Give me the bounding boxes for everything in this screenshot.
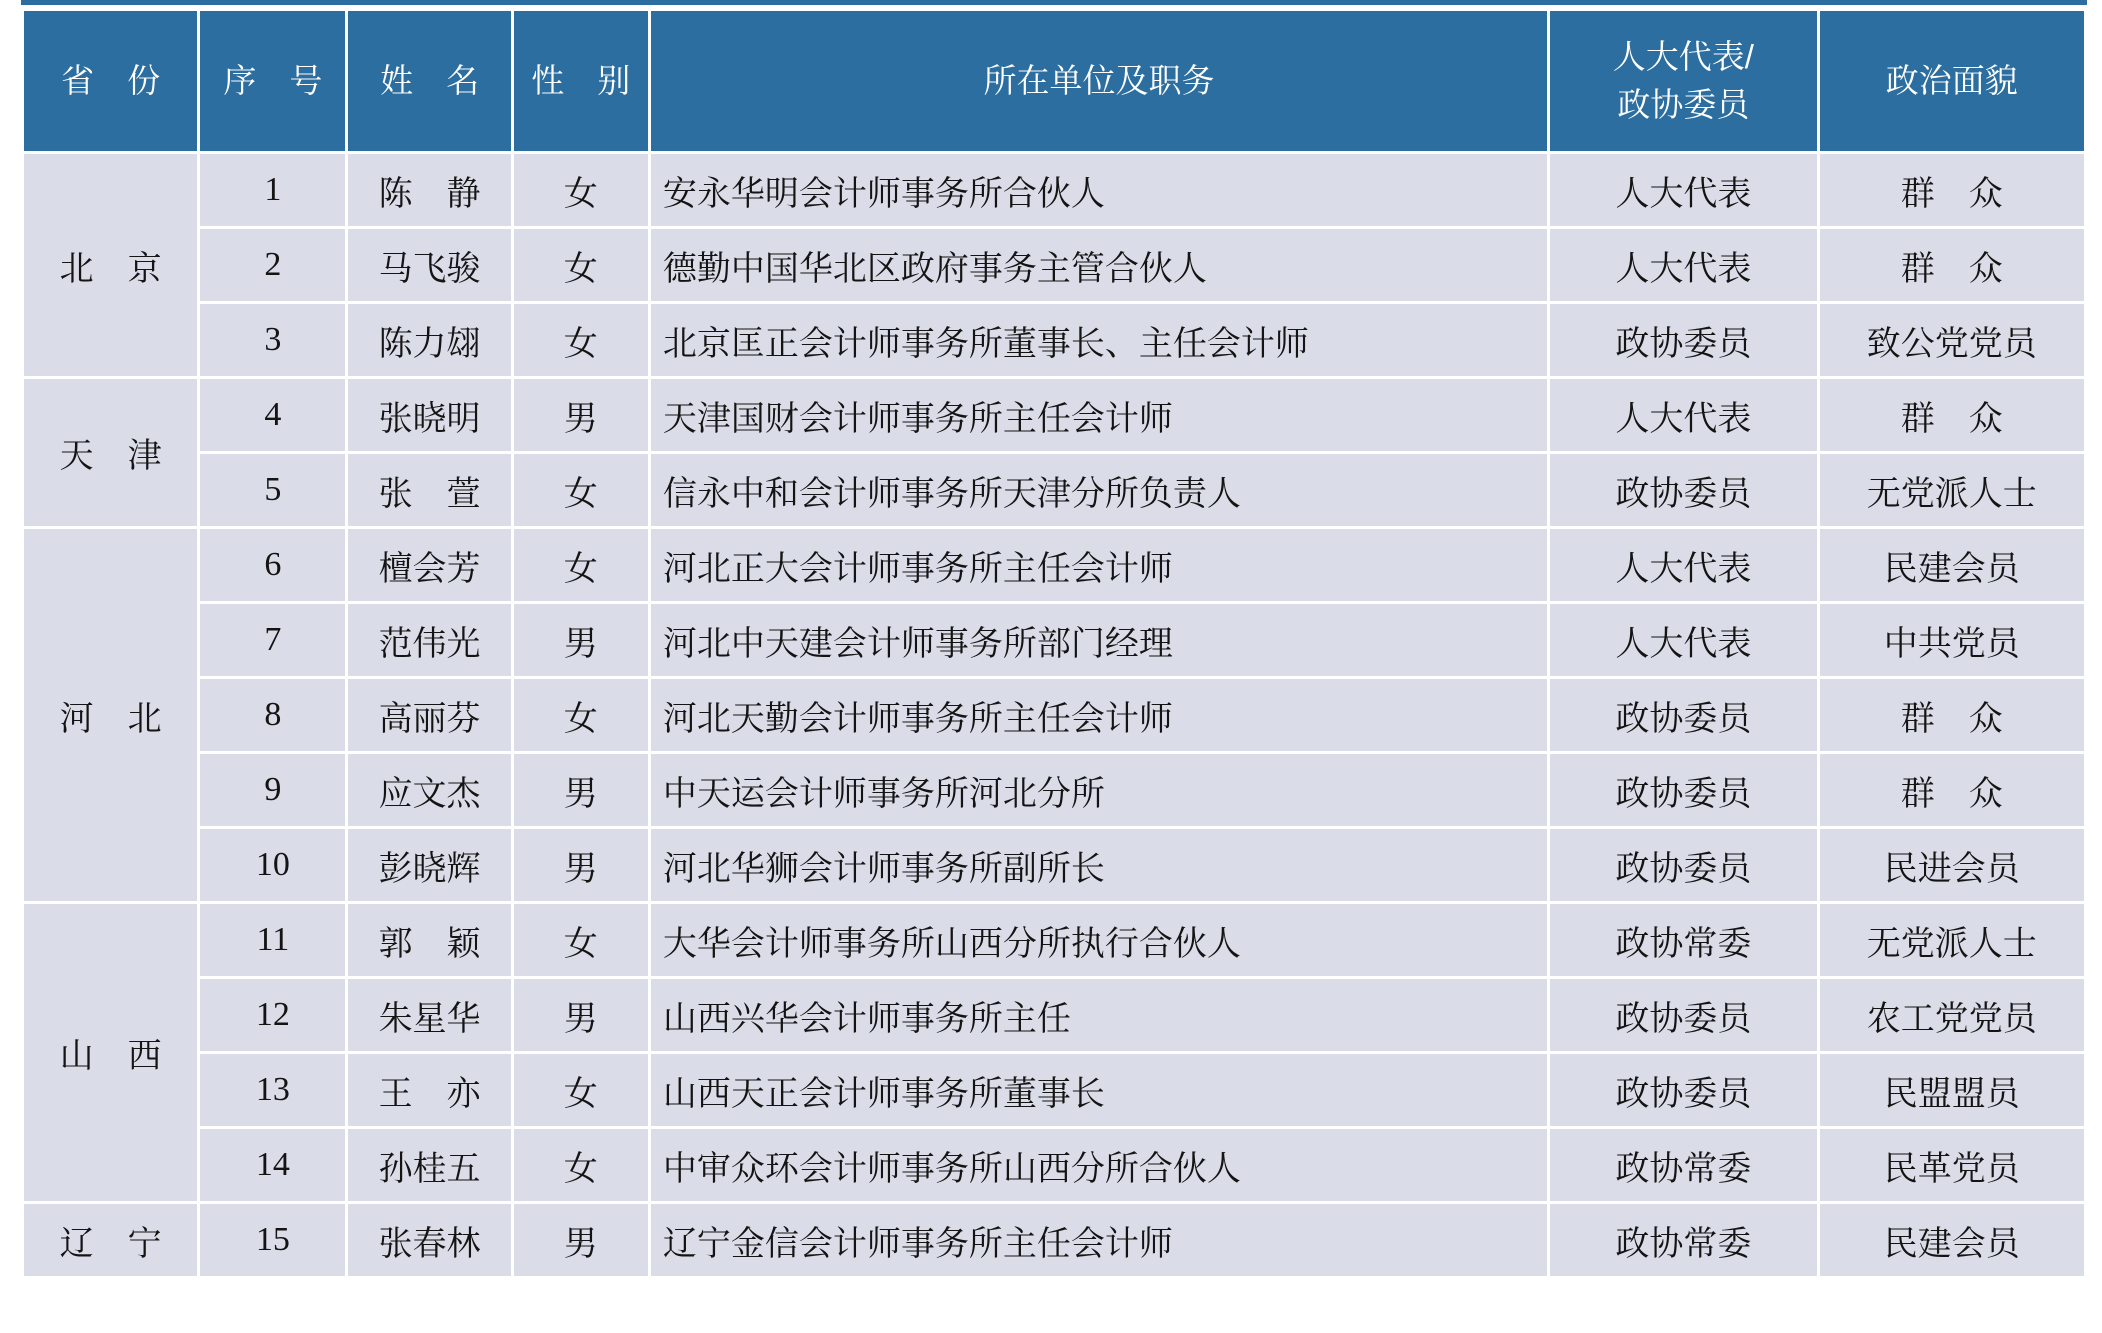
affiliation-cell: 群 众 [1820, 154, 2084, 226]
no-cell: 13 [200, 1054, 345, 1126]
province-cell: 北 京 [24, 154, 197, 376]
gender-cell: 女 [514, 529, 648, 601]
unit-cell: 大华会计师事务所山西分所执行合伙人 [651, 904, 1547, 976]
no-cell: 7 [200, 604, 345, 676]
name-cell: 应文杰 [348, 754, 510, 826]
affiliation-cell: 中共党员 [1820, 604, 2084, 676]
table-row [24, 304, 2084, 376]
gender-cell: 男 [514, 604, 648, 676]
gender-cell: 女 [514, 1054, 648, 1126]
header-affiliation: 政治面貌 [1820, 11, 2084, 151]
table-row [24, 454, 2084, 526]
name-cell: 张晓明 [348, 379, 510, 451]
province-cell: 山 西 [24, 904, 197, 1201]
unit-cell: 天津国财会计师事务所主任会计师 [651, 379, 1547, 451]
gender-cell: 男 [514, 379, 648, 451]
table-row [24, 229, 2084, 301]
table-row [24, 529, 2084, 601]
affiliation-cell: 民革党员 [1820, 1129, 2084, 1201]
gender-cell: 女 [514, 679, 648, 751]
no-cell: 6 [200, 529, 345, 601]
name-cell: 张 萱 [348, 454, 510, 526]
gender-cell: 女 [514, 1129, 648, 1201]
role-cell: 政协委员 [1550, 454, 1816, 526]
header-row [24, 11, 2084, 151]
name-cell: 陈 静 [348, 154, 510, 226]
gender-cell: 女 [514, 454, 648, 526]
unit-cell: 山西兴华会计师事务所主任 [651, 979, 1547, 1051]
no-cell: 12 [200, 979, 345, 1051]
no-cell: 2 [200, 229, 345, 301]
unit-cell: 信永中和会计师事务所天津分所负责人 [651, 454, 1547, 526]
top-accent-strip [21, 0, 2087, 5]
name-cell: 郭 颖 [348, 904, 510, 976]
role-cell: 人大代表 [1550, 229, 1816, 301]
role-cell: 政协常委 [1550, 1204, 1816, 1276]
header-name: 姓 名 [348, 11, 510, 151]
role-cell: 人大代表 [1550, 529, 1816, 601]
affiliation-cell: 无党派人士 [1820, 904, 2084, 976]
affiliation-cell: 民盟盟员 [1820, 1054, 2084, 1126]
table-row [24, 904, 2084, 976]
unit-cell: 山西天正会计师事务所董事长 [651, 1054, 1547, 1126]
gender-cell: 女 [514, 904, 648, 976]
name-cell: 马飞骏 [348, 229, 510, 301]
no-cell: 14 [200, 1129, 345, 1201]
province-cell: 河 北 [24, 529, 197, 901]
role-cell: 人大代表 [1550, 154, 1816, 226]
table-row [24, 1129, 2084, 1201]
affiliation-cell: 群 众 [1820, 379, 2084, 451]
role-cell: 政协常委 [1550, 904, 1816, 976]
table-row [24, 379, 2084, 451]
unit-cell: 辽宁金信会计师事务所主任会计师 [651, 1204, 1547, 1276]
unit-cell: 中审众环会计师事务所山西分所合伙人 [651, 1129, 1547, 1201]
name-cell: 张春林 [348, 1204, 510, 1276]
role-cell: 政协委员 [1550, 679, 1816, 751]
table-row [24, 1204, 2084, 1276]
no-cell: 3 [200, 304, 345, 376]
affiliation-cell: 民建会员 [1820, 1204, 2084, 1276]
unit-cell: 安永华明会计师事务所合伙人 [651, 154, 1547, 226]
unit-cell: 河北正大会计师事务所主任会计师 [651, 529, 1547, 601]
role-cell: 政协委员 [1550, 829, 1816, 901]
header-role-line1: 人大代表/ [1612, 38, 1754, 76]
table-row [24, 679, 2084, 751]
role-cell: 人大代表 [1550, 604, 1816, 676]
role-cell: 政协委员 [1550, 754, 1816, 826]
table-row [24, 1054, 2084, 1126]
name-cell: 檀会芳 [348, 529, 510, 601]
name-cell: 范伟光 [348, 604, 510, 676]
gender-cell: 男 [514, 979, 648, 1051]
role-cell: 政协委员 [1550, 979, 1816, 1051]
gender-cell: 男 [514, 829, 648, 901]
table-row [24, 604, 2084, 676]
affiliation-cell: 民建会员 [1820, 529, 2084, 601]
gender-cell: 女 [514, 229, 648, 301]
name-cell: 彭晓辉 [348, 829, 510, 901]
name-cell: 王 亦 [348, 1054, 510, 1126]
no-cell: 4 [200, 379, 345, 451]
name-cell: 陈力翃 [348, 304, 510, 376]
province-cell: 辽 宁 [24, 1204, 197, 1276]
unit-cell: 北京匡正会计师事务所董事长、主任会计师 [651, 304, 1547, 376]
gender-cell: 女 [514, 304, 648, 376]
affiliation-cell: 致公党党员 [1820, 304, 2084, 376]
no-cell: 10 [200, 829, 345, 901]
province-cell: 天 津 [24, 379, 197, 526]
unit-cell: 河北华狮会计师事务所副所长 [651, 829, 1547, 901]
no-cell: 11 [200, 904, 345, 976]
no-cell: 15 [200, 1204, 345, 1276]
name-cell: 高丽芬 [348, 679, 510, 751]
unit-cell: 河北中天建会计师事务所部门经理 [651, 604, 1547, 676]
role-cell: 政协委员 [1550, 304, 1816, 376]
no-cell: 9 [200, 754, 345, 826]
table-header [24, 11, 2084, 151]
header-province: 省 份 [24, 11, 197, 151]
gender-cell: 女 [514, 154, 648, 226]
role-cell: 政协常委 [1550, 1129, 1816, 1201]
affiliation-cell: 民进会员 [1820, 829, 2084, 901]
header-no: 序 号 [200, 11, 345, 151]
name-cell: 孙桂五 [348, 1129, 510, 1201]
table-row [24, 979, 2084, 1051]
representatives-table [21, 8, 2087, 1279]
unit-cell: 德勤中国华北区政府事务主管合伙人 [651, 229, 1547, 301]
header-gender: 性 别 [514, 11, 648, 151]
table-body [24, 154, 2084, 1276]
affiliation-cell: 群 众 [1820, 229, 2084, 301]
unit-cell: 中天运会计师事务所河北分所 [651, 754, 1547, 826]
name-cell: 朱星华 [348, 979, 510, 1051]
header-role-line2: 政协委员 [1617, 86, 1750, 123]
gender-cell: 男 [514, 1204, 648, 1276]
affiliation-cell: 农工党党员 [1820, 979, 2084, 1051]
affiliation-cell: 无党派人士 [1820, 454, 2084, 526]
table-row [24, 829, 2084, 901]
role-cell: 政协委员 [1550, 1054, 1816, 1126]
no-cell: 5 [200, 454, 345, 526]
no-cell: 8 [200, 679, 345, 751]
no-cell: 1 [200, 154, 345, 226]
header-role [1550, 11, 1816, 151]
header-unit: 所在单位及职务 [651, 11, 1547, 151]
affiliation-cell: 群 众 [1820, 754, 2084, 826]
unit-cell: 河北天勤会计师事务所主任会计师 [651, 679, 1547, 751]
role-cell: 人大代表 [1550, 379, 1816, 451]
table-row [24, 154, 2084, 226]
table-row [24, 754, 2084, 826]
affiliation-cell: 群 众 [1820, 679, 2084, 751]
gender-cell: 男 [514, 754, 648, 826]
